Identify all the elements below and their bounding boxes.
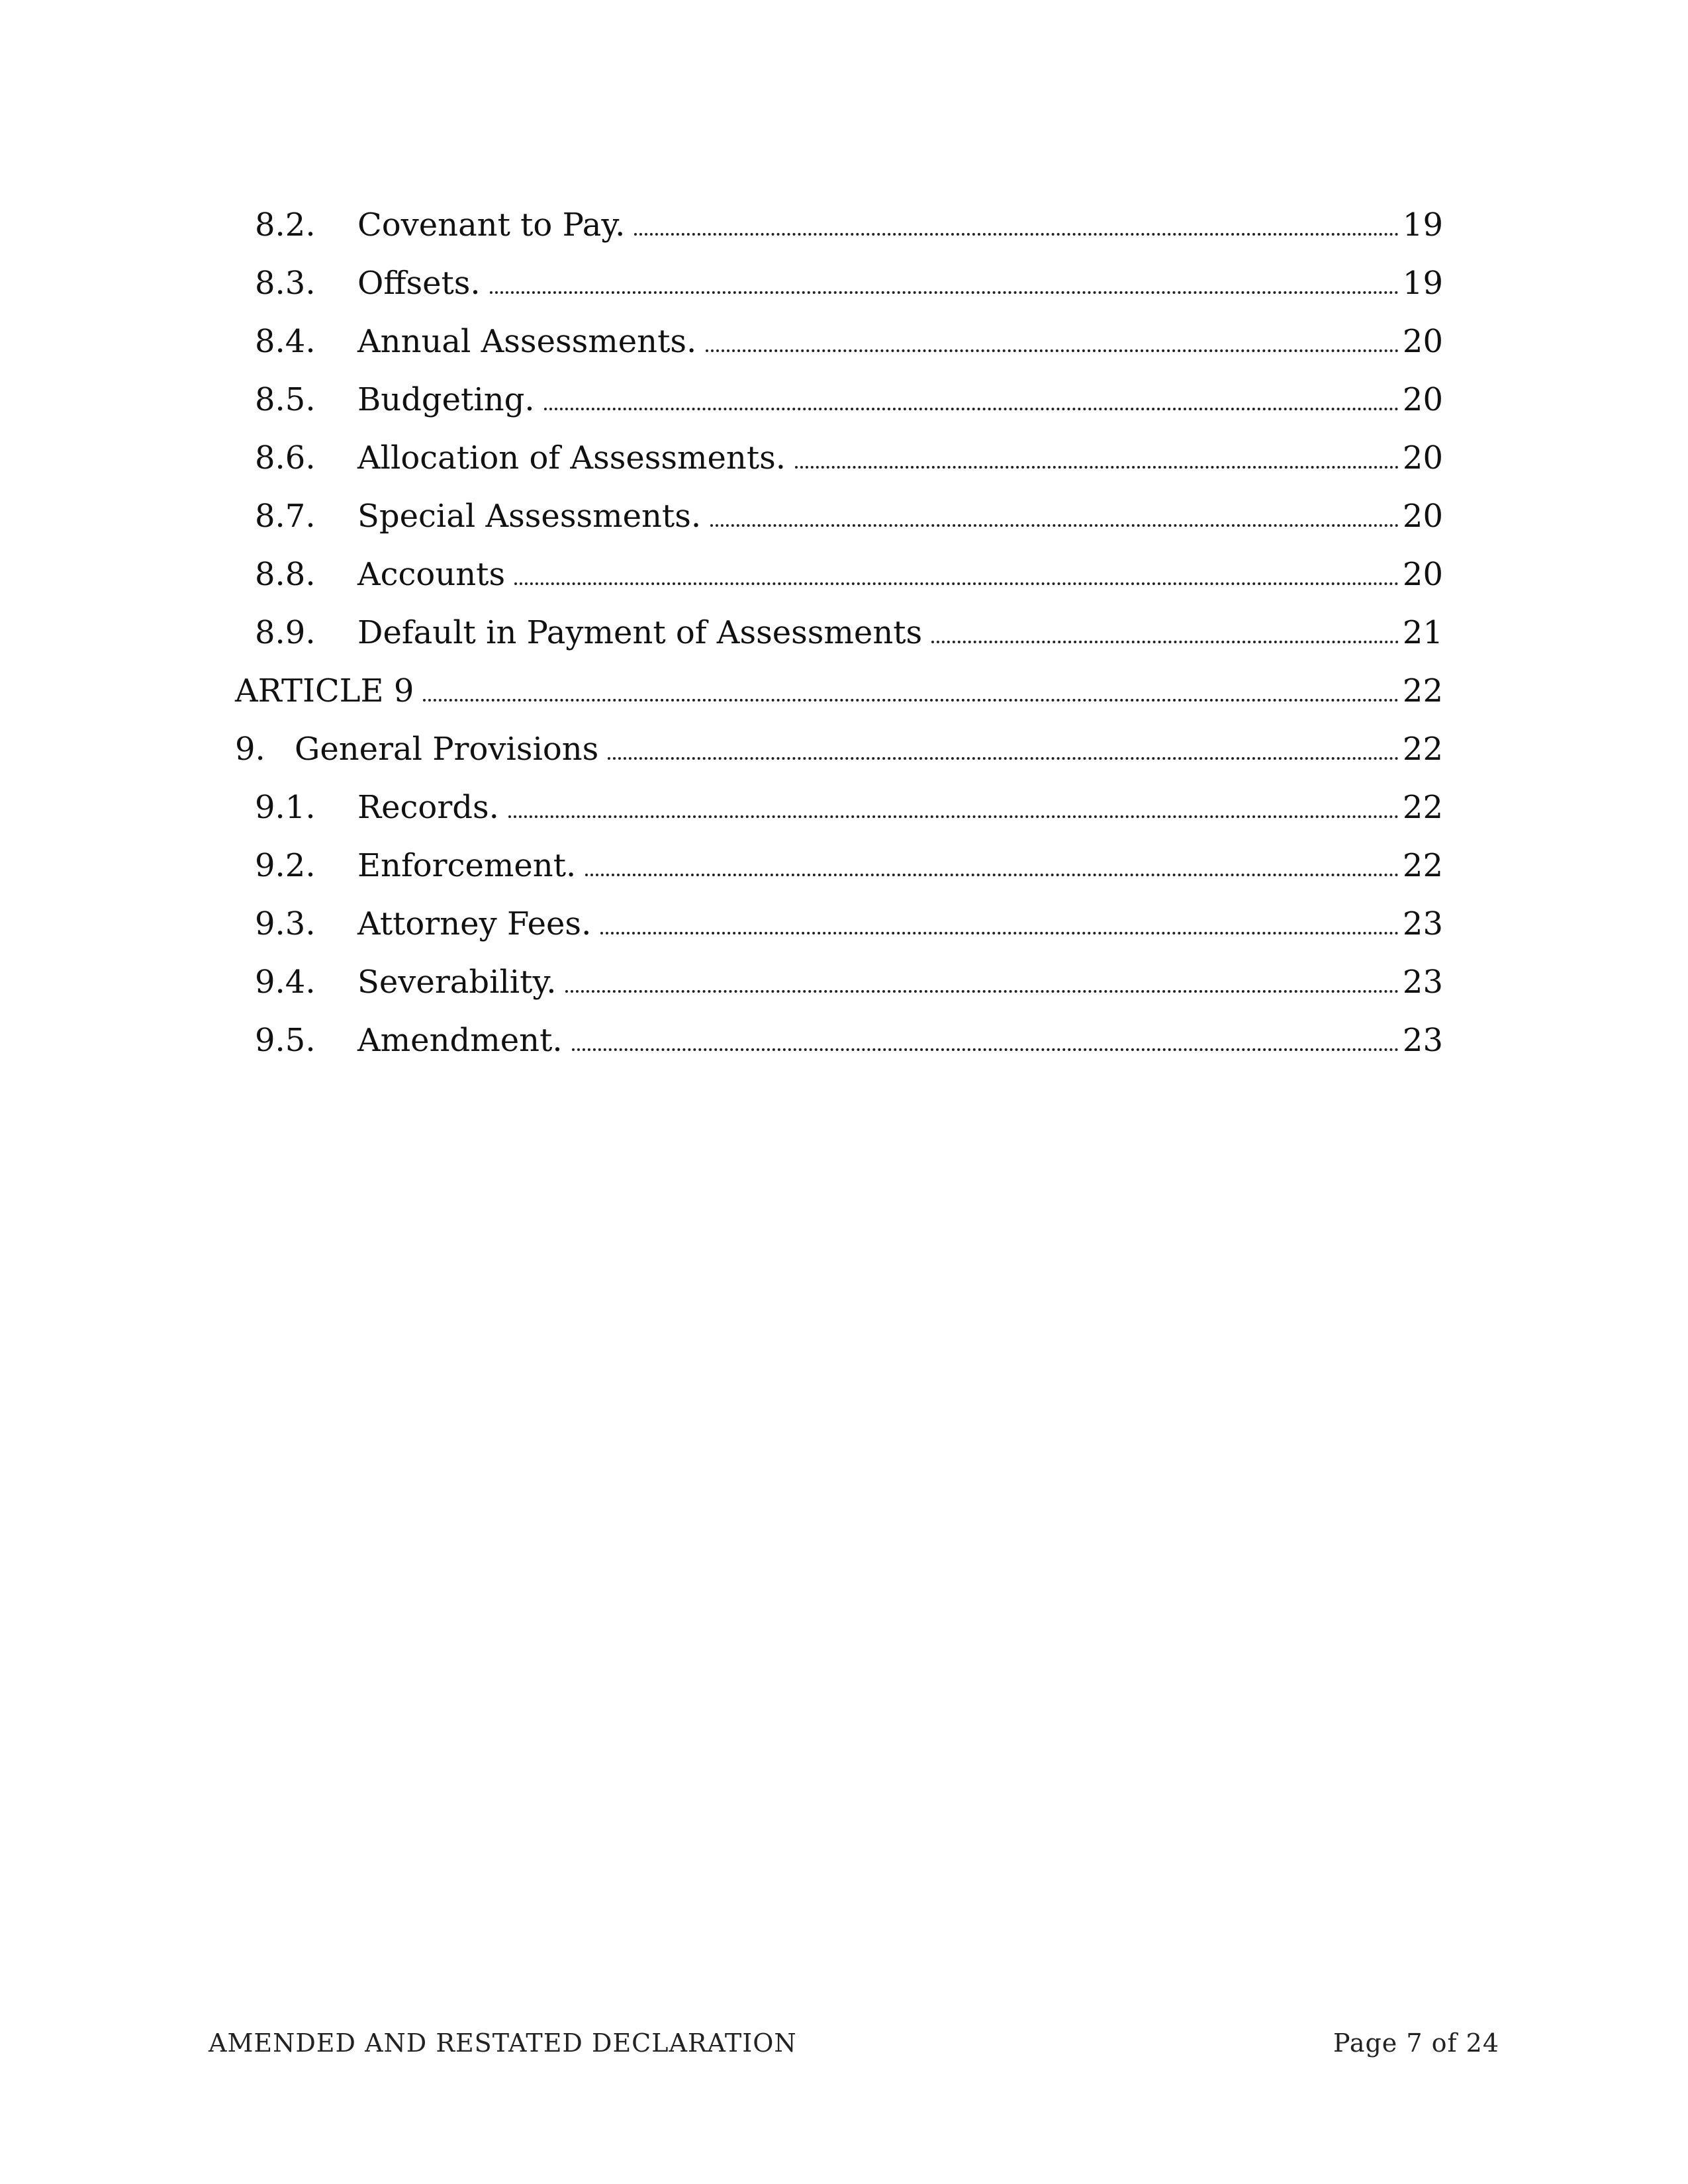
toc-entry[interactable] <box>235 837 1443 895</box>
toc-entry[interactable] <box>235 312 1443 371</box>
toc-entry-page: 22 <box>1402 731 1443 768</box>
toc-entry-number: 8.6. <box>255 439 316 477</box>
toc-entry-title: Default in Payment of Assessments <box>357 614 923 651</box>
toc-entry-number: 8.3. <box>255 265 316 302</box>
dot-leader <box>600 931 1399 934</box>
dot-leader <box>795 465 1399 469</box>
dot-leader <box>634 232 1399 236</box>
toc-entry-number: 9. <box>235 731 265 768</box>
toc-entry-title: Accounts <box>357 556 506 593</box>
toc-entry-page: 20 <box>1402 498 1443 535</box>
toc-entry-title: Attorney Fees. <box>357 905 592 942</box>
toc-entry-number: 9.5. <box>255 1022 316 1059</box>
toc-entry-number: 8.4. <box>255 323 316 360</box>
toc-entry-number: 8.5. <box>255 381 316 418</box>
table-of-contents <box>235 196 1443 1069</box>
toc-entry-number: 8.7. <box>255 498 316 535</box>
toc-entry-page: 20 <box>1402 323 1443 360</box>
dot-leader <box>710 523 1399 527</box>
toc-entry[interactable] <box>235 953 1443 1011</box>
dot-leader <box>490 291 1399 294</box>
dot-leader <box>565 989 1398 993</box>
dot-leader <box>514 582 1399 585</box>
dot-leader <box>423 698 1399 702</box>
toc-entry-number: 9.1. <box>255 789 316 826</box>
toc-entry[interactable] <box>235 604 1443 662</box>
toc-entry-page: 23 <box>1402 905 1443 942</box>
toc-entry-title: ARTICLE 9 <box>235 672 414 709</box>
toc-entry-number: 8.8. <box>255 556 316 593</box>
toc-entry-title: Offsets. <box>357 265 481 302</box>
toc-entry-title: Enforcement. <box>357 847 577 884</box>
toc-entry-number: 9.2. <box>255 847 316 884</box>
toc-entry[interactable] <box>235 778 1443 837</box>
toc-entry-title: General Provisions <box>295 731 599 768</box>
toc-entry-title: Amendment. <box>357 1022 563 1059</box>
toc-entry-number: 9.3. <box>255 905 316 942</box>
footer-document-title: AMENDED AND RESTATED DECLARATION <box>209 2028 797 2058</box>
toc-entry-page: 23 <box>1402 964 1443 1001</box>
toc-entry[interactable] <box>235 429 1443 487</box>
toc-entry[interactable] <box>235 371 1443 429</box>
toc-entry-number: 8.9. <box>255 614 316 651</box>
toc-entry-number: 8.2. <box>255 206 316 244</box>
toc-entry-number: 9.4. <box>255 964 316 1001</box>
toc-entry[interactable] <box>235 1011 1443 1069</box>
toc-entry-title: Annual Assessments. <box>357 323 697 360</box>
footer-page-number: Page 7 of 24 <box>1333 2028 1499 2058</box>
toc-entry-section[interactable] <box>235 720 1443 778</box>
toc-entry-page: 20 <box>1402 556 1443 593</box>
toc-entry-page: 23 <box>1402 1022 1443 1059</box>
dot-leader <box>706 349 1399 352</box>
toc-entry-page: 22 <box>1402 847 1443 884</box>
toc-entry-page: 19 <box>1402 206 1443 244</box>
toc-entry-article[interactable] <box>235 662 1443 720</box>
dot-leader <box>585 873 1399 876</box>
toc-entry[interactable] <box>235 196 1443 254</box>
dot-leader <box>572 1048 1399 1051</box>
toc-entry-title: Severability. <box>357 964 557 1001</box>
toc-entry[interactable] <box>235 254 1443 312</box>
toc-entry-page: 19 <box>1402 265 1443 302</box>
toc-entry-title: Special Assessments. <box>357 498 702 535</box>
toc-entry-page: 22 <box>1402 789 1443 826</box>
toc-entry-title: Budgeting. <box>357 381 535 418</box>
toc-entry[interactable] <box>235 545 1443 604</box>
dot-leader <box>931 640 1399 643</box>
toc-entry-title: Allocation of Assessments. <box>357 439 786 477</box>
dot-leader <box>544 407 1399 410</box>
dot-leader <box>608 756 1399 760</box>
toc-entry-page: 22 <box>1402 672 1443 709</box>
page-footer <box>209 2028 1499 2058</box>
toc-entry-title: Covenant to Pay. <box>357 206 626 244</box>
toc-entry[interactable] <box>235 487 1443 545</box>
toc-entry-page: 20 <box>1402 439 1443 477</box>
dot-leader <box>508 815 1399 818</box>
toc-entry-title: Records. <box>357 789 499 826</box>
toc-entry[interactable] <box>235 895 1443 953</box>
toc-entry-page: 20 <box>1402 381 1443 418</box>
toc-entry-page: 21 <box>1402 614 1443 651</box>
